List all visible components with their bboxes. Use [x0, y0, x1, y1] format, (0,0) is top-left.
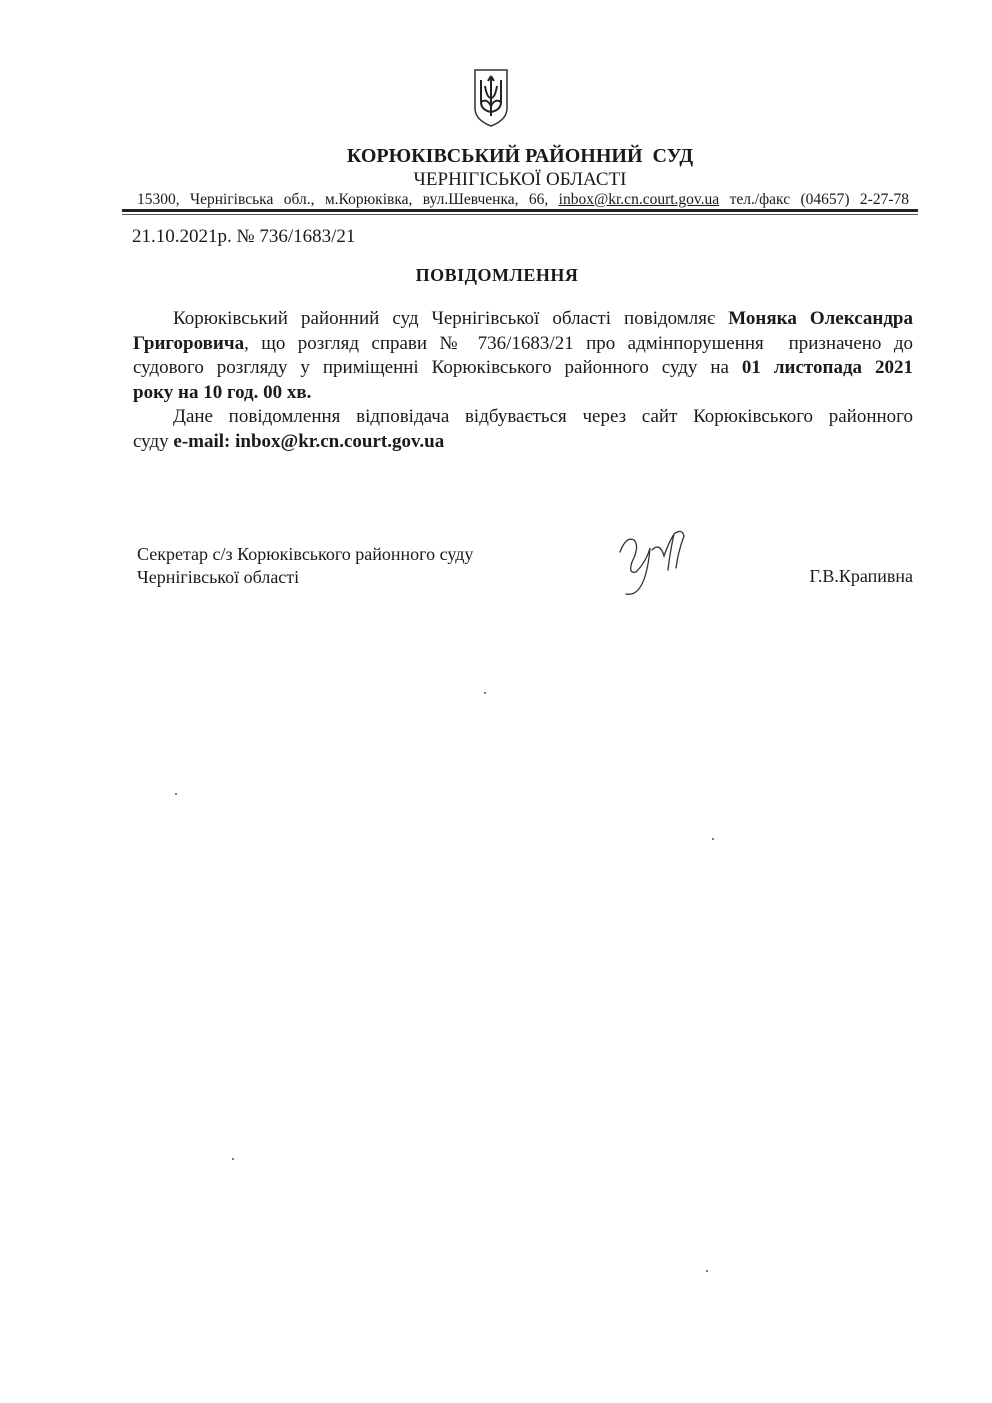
- document-heading: ПОВІДОМЛЕННЯ: [415, 265, 579, 285]
- address-email-link[interactable]: inbox@kr.cn.court.gov.ua: [558, 191, 720, 208]
- body-text: Дане повідомлення відповідача відбувається через сайт Корюківського районного: [173, 406, 913, 427]
- hearing-date: 01 листопада 2021: [741, 357, 913, 378]
- signatory-role: Секретар с/з Корюківського районного суду: [137, 544, 474, 564]
- signatory-role-region: Чернігівської області: [137, 567, 300, 587]
- defendant-name: Моняка Олександра: [728, 308, 914, 329]
- scan-speck: [484, 692, 486, 694]
- body-text: судового розгляду у приміщенні Корюківського районного суду на: [133, 357, 729, 378]
- trident-emblem-icon: [473, 68, 509, 128]
- body-line: [133, 333, 913, 355]
- scan-speck: [712, 838, 714, 840]
- body-text: Корюківський районний суд Чернігівської області повідомляє: [173, 308, 716, 329]
- defendant-patronymic: Григоровича: [133, 333, 245, 354]
- court-name: КОРЮКІВСЬКИЙ РАЙОННИЙ СУД: [346, 145, 694, 167]
- body-line: [133, 406, 913, 428]
- body-line: [133, 308, 913, 330]
- body-line: [133, 357, 913, 379]
- court-email: e-mail: inbox@kr.cn.court.gov.ua: [173, 431, 445, 452]
- header-divider-thin: [122, 214, 918, 215]
- body-text: , що розгляд справи № 736/1683/21 про адмінпорушення призначено до: [244, 333, 913, 354]
- court-region: ЧЕРНІГІСЬКОЇ ОБЛАСТІ: [413, 169, 627, 190]
- scan-speck: [706, 1270, 708, 1272]
- court-address: [137, 191, 909, 209]
- reference-date-number: 21.10.2021р. № 736/1683/21: [132, 226, 356, 247]
- scan-speck: [175, 793, 177, 795]
- body-text: суду: [133, 431, 169, 452]
- handwritten-signature: [612, 522, 692, 600]
- scan-speck: [232, 1158, 234, 1160]
- signatory-name: Г.В.Крапивна: [809, 566, 913, 586]
- address-phone: тел./факс (04657) 2-27-78: [729, 191, 910, 208]
- address-text: 15300, Чернігівська обл., м.Корюківка, вул.Шевченка, 66,: [137, 191, 549, 208]
- body-line: [133, 431, 913, 453]
- header-divider: [122, 209, 918, 212]
- body-line: [133, 382, 913, 404]
- hearing-time: року на 10 год. 00 хв.: [133, 382, 312, 403]
